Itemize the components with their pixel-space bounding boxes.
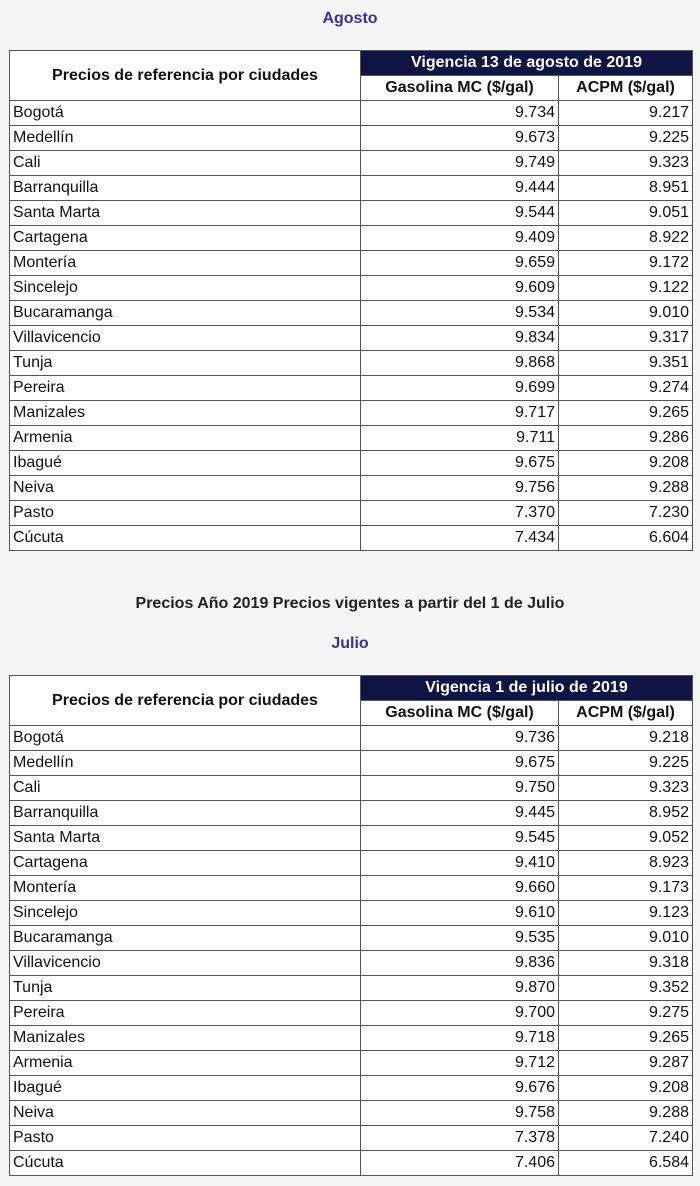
table-row bbox=[10, 301, 693, 326]
city-cell: Ibagué bbox=[10, 1076, 361, 1101]
city-cell: Cúcuta bbox=[10, 1151, 361, 1176]
acpm-cell: 9.208 bbox=[559, 451, 693, 476]
acpm-cell: 9.225 bbox=[559, 126, 693, 151]
acpm-cell: 9.288 bbox=[559, 476, 693, 501]
acpm-cell: 9.010 bbox=[559, 301, 693, 326]
acpm-cell: 9.051 bbox=[559, 201, 693, 226]
table-row bbox=[10, 851, 693, 876]
acpm-cell: 9.173 bbox=[559, 876, 693, 901]
acpm-cell: 8.922 bbox=[559, 226, 693, 251]
gasolina-cell: 9.675 bbox=[361, 751, 559, 776]
city-cell: Montería bbox=[10, 876, 361, 901]
gasolina-cell: 9.712 bbox=[361, 1051, 559, 1076]
acpm-cell: 9.122 bbox=[559, 276, 693, 301]
gasolina-cell: 9.659 bbox=[361, 251, 559, 276]
gasolina-cell: 9.610 bbox=[361, 901, 559, 926]
vigencia-header: Vigencia 13 de agosto de 2019 bbox=[361, 51, 693, 76]
city-cell: Santa Marta bbox=[10, 201, 361, 226]
gasolina-cell: 7.378 bbox=[361, 1126, 559, 1151]
table-row bbox=[10, 426, 693, 451]
julio-table-body bbox=[10, 726, 693, 1176]
gasolina-cell: 9.717 bbox=[361, 401, 559, 426]
acpm-cell: 9.288 bbox=[559, 1101, 693, 1126]
city-cell: Pereira bbox=[10, 376, 361, 401]
acpm-cell: 9.052 bbox=[559, 826, 693, 851]
city-cell: Manizales bbox=[10, 1026, 361, 1051]
city-cell: Bucaramanga bbox=[10, 926, 361, 951]
gasolina-cell: 9.410 bbox=[361, 851, 559, 876]
city-cell: Villavicencio bbox=[10, 326, 361, 351]
gasolina-cell: 9.676 bbox=[361, 1076, 559, 1101]
gasolina-cell: 7.406 bbox=[361, 1151, 559, 1176]
table-row bbox=[10, 726, 693, 751]
gasolina-cell: 9.700 bbox=[361, 1001, 559, 1026]
table-row bbox=[10, 401, 693, 426]
gasolina-cell: 9.756 bbox=[361, 476, 559, 501]
gasolina-cell: 9.718 bbox=[361, 1026, 559, 1051]
city-cell: Sincelejo bbox=[10, 276, 361, 301]
city-cell: Neiva bbox=[10, 1101, 361, 1126]
city-cell: Medellín bbox=[10, 126, 361, 151]
acpm-cell: 9.323 bbox=[559, 151, 693, 176]
gasolina-cell: 9.444 bbox=[361, 176, 559, 201]
city-cell: Barranquilla bbox=[10, 176, 361, 201]
acpm-cell: 8.923 bbox=[559, 851, 693, 876]
gasolina-cell: 7.370 bbox=[361, 501, 559, 526]
acpm-cell: 6.604 bbox=[559, 526, 693, 551]
table-row bbox=[10, 776, 693, 801]
gasolina-cell: 9.736 bbox=[361, 726, 559, 751]
acpm-cell: 9.172 bbox=[559, 251, 693, 276]
city-cell: Pasto bbox=[10, 501, 361, 526]
table-row bbox=[10, 826, 693, 851]
gasolina-cell: 9.545 bbox=[361, 826, 559, 851]
acpm-cell: 9.275 bbox=[559, 1001, 693, 1026]
table-row bbox=[10, 801, 693, 826]
acpm-cell: 9.265 bbox=[559, 1026, 693, 1051]
city-cell: Villavicencio bbox=[10, 951, 361, 976]
table-row bbox=[10, 276, 693, 301]
acpm-cell: 9.265 bbox=[559, 401, 693, 426]
city-cell: Bucaramanga bbox=[10, 301, 361, 326]
gasolina-cell: 9.445 bbox=[361, 801, 559, 826]
acpm-cell: 9.208 bbox=[559, 1076, 693, 1101]
vigencia-header: Vigencia 1 de julio de 2019 bbox=[361, 676, 693, 701]
table-row bbox=[10, 326, 693, 351]
city-cell: Armenia bbox=[10, 1051, 361, 1076]
acpm-cell: 9.287 bbox=[559, 1051, 693, 1076]
table-row bbox=[10, 1151, 693, 1176]
city-cell: Ibagué bbox=[10, 451, 361, 476]
gasolina-cell: 9.834 bbox=[361, 326, 559, 351]
gasolina-cell: 9.750 bbox=[361, 776, 559, 801]
table-row bbox=[10, 951, 693, 976]
acpm-cell: 9.217 bbox=[559, 101, 693, 126]
acpm-cell: 9.123 bbox=[559, 901, 693, 926]
table-row bbox=[10, 476, 693, 501]
acpm-cell: 9.225 bbox=[559, 751, 693, 776]
acpm-column-header: ACPM ($/gal) bbox=[559, 701, 693, 726]
acpm-column-header: ACPM ($/gal) bbox=[559, 76, 693, 101]
acpm-cell: 9.352 bbox=[559, 976, 693, 1001]
table-row bbox=[10, 1076, 693, 1101]
gasolina-cell: 9.535 bbox=[361, 926, 559, 951]
table-row bbox=[10, 251, 693, 276]
gasolina-cell: 9.544 bbox=[361, 201, 559, 226]
table-row bbox=[10, 976, 693, 1001]
table-row bbox=[10, 226, 693, 251]
city-cell: Cúcuta bbox=[10, 526, 361, 551]
table-row bbox=[10, 151, 693, 176]
gasolina-cell: 9.409 bbox=[361, 226, 559, 251]
acpm-cell: 9.351 bbox=[559, 351, 693, 376]
city-cell: Pasto bbox=[10, 1126, 361, 1151]
gasolina-cell: 9.711 bbox=[361, 426, 559, 451]
city-cell: Sincelejo bbox=[10, 901, 361, 926]
acpm-cell: 9.218 bbox=[559, 726, 693, 751]
city-cell: Cartagena bbox=[10, 851, 361, 876]
gasolina-cell: 7.434 bbox=[361, 526, 559, 551]
gasolina-column-header: Gasolina MC ($/gal) bbox=[361, 701, 559, 726]
julio-price-table bbox=[9, 675, 693, 1176]
table-row bbox=[10, 1051, 693, 1076]
agosto-table-body bbox=[10, 101, 693, 551]
gasolina-cell: 9.870 bbox=[361, 976, 559, 1001]
julio-title: Julio bbox=[331, 635, 369, 652]
gasolina-cell: 9.609 bbox=[361, 276, 559, 301]
table-row bbox=[10, 351, 693, 376]
table-row bbox=[10, 926, 693, 951]
city-cell: Montería bbox=[10, 251, 361, 276]
gasolina-cell: 9.836 bbox=[361, 951, 559, 976]
table-row bbox=[10, 1101, 693, 1126]
table-row bbox=[10, 376, 693, 401]
gasolina-cell: 9.673 bbox=[361, 126, 559, 151]
acpm-cell: 7.230 bbox=[559, 501, 693, 526]
acpm-cell: 9.317 bbox=[559, 326, 693, 351]
city-cell: Tunja bbox=[10, 351, 361, 376]
table-row bbox=[10, 176, 693, 201]
intro-heading: Precios Año 2019 Precios vigentes a partir del 1 de Julio bbox=[135, 595, 565, 612]
gasolina-cell: 9.734 bbox=[361, 101, 559, 126]
city-cell: Bogotá bbox=[10, 726, 361, 751]
gasolina-column-header: Gasolina MC ($/gal) bbox=[361, 76, 559, 101]
acpm-cell: 6.584 bbox=[559, 1151, 693, 1176]
acpm-cell: 8.951 bbox=[559, 176, 693, 201]
city-cell: Cali bbox=[10, 151, 361, 176]
city-header: Precios de referencia por ciudades bbox=[10, 676, 361, 726]
table-row bbox=[10, 526, 693, 551]
acpm-cell: 9.274 bbox=[559, 376, 693, 401]
table-row bbox=[10, 901, 693, 926]
city-cell: Santa Marta bbox=[10, 826, 361, 851]
acpm-cell: 9.318 bbox=[559, 951, 693, 976]
table-row bbox=[10, 1001, 693, 1026]
city-header: Precios de referencia por ciudades bbox=[10, 51, 361, 101]
table-row bbox=[10, 201, 693, 226]
city-cell: Armenia bbox=[10, 426, 361, 451]
table-row bbox=[10, 1126, 693, 1151]
city-cell: Tunja bbox=[10, 976, 361, 1001]
city-cell: Bogotá bbox=[10, 101, 361, 126]
gasolina-cell: 9.749 bbox=[361, 151, 559, 176]
city-cell: Neiva bbox=[10, 476, 361, 501]
city-cell: Medellín bbox=[10, 751, 361, 776]
table-row bbox=[10, 876, 693, 901]
table-row bbox=[10, 451, 693, 476]
agosto-title: Agosto bbox=[322, 10, 378, 27]
gasolina-cell: 9.675 bbox=[361, 451, 559, 476]
gasolina-cell: 9.699 bbox=[361, 376, 559, 401]
table-row bbox=[10, 101, 693, 126]
city-cell: Cartagena bbox=[10, 226, 361, 251]
acpm-cell: 9.010 bbox=[559, 926, 693, 951]
acpm-cell: 7.240 bbox=[559, 1126, 693, 1151]
gasolina-cell: 9.534 bbox=[361, 301, 559, 326]
table-row bbox=[10, 751, 693, 776]
acpm-cell: 9.286 bbox=[559, 426, 693, 451]
gasolina-cell: 9.660 bbox=[361, 876, 559, 901]
table-row bbox=[10, 1026, 693, 1051]
table-row bbox=[10, 126, 693, 151]
table-row bbox=[10, 501, 693, 526]
gasolina-cell: 9.758 bbox=[361, 1101, 559, 1126]
gasolina-cell: 9.868 bbox=[361, 351, 559, 376]
city-cell: Manizales bbox=[10, 401, 361, 426]
city-cell: Cali bbox=[10, 776, 361, 801]
agosto-price-table bbox=[9, 50, 693, 551]
acpm-cell: 9.323 bbox=[559, 776, 693, 801]
acpm-cell: 8.952 bbox=[559, 801, 693, 826]
city-cell: Barranquilla bbox=[10, 801, 361, 826]
city-cell: Pereira bbox=[10, 1001, 361, 1026]
